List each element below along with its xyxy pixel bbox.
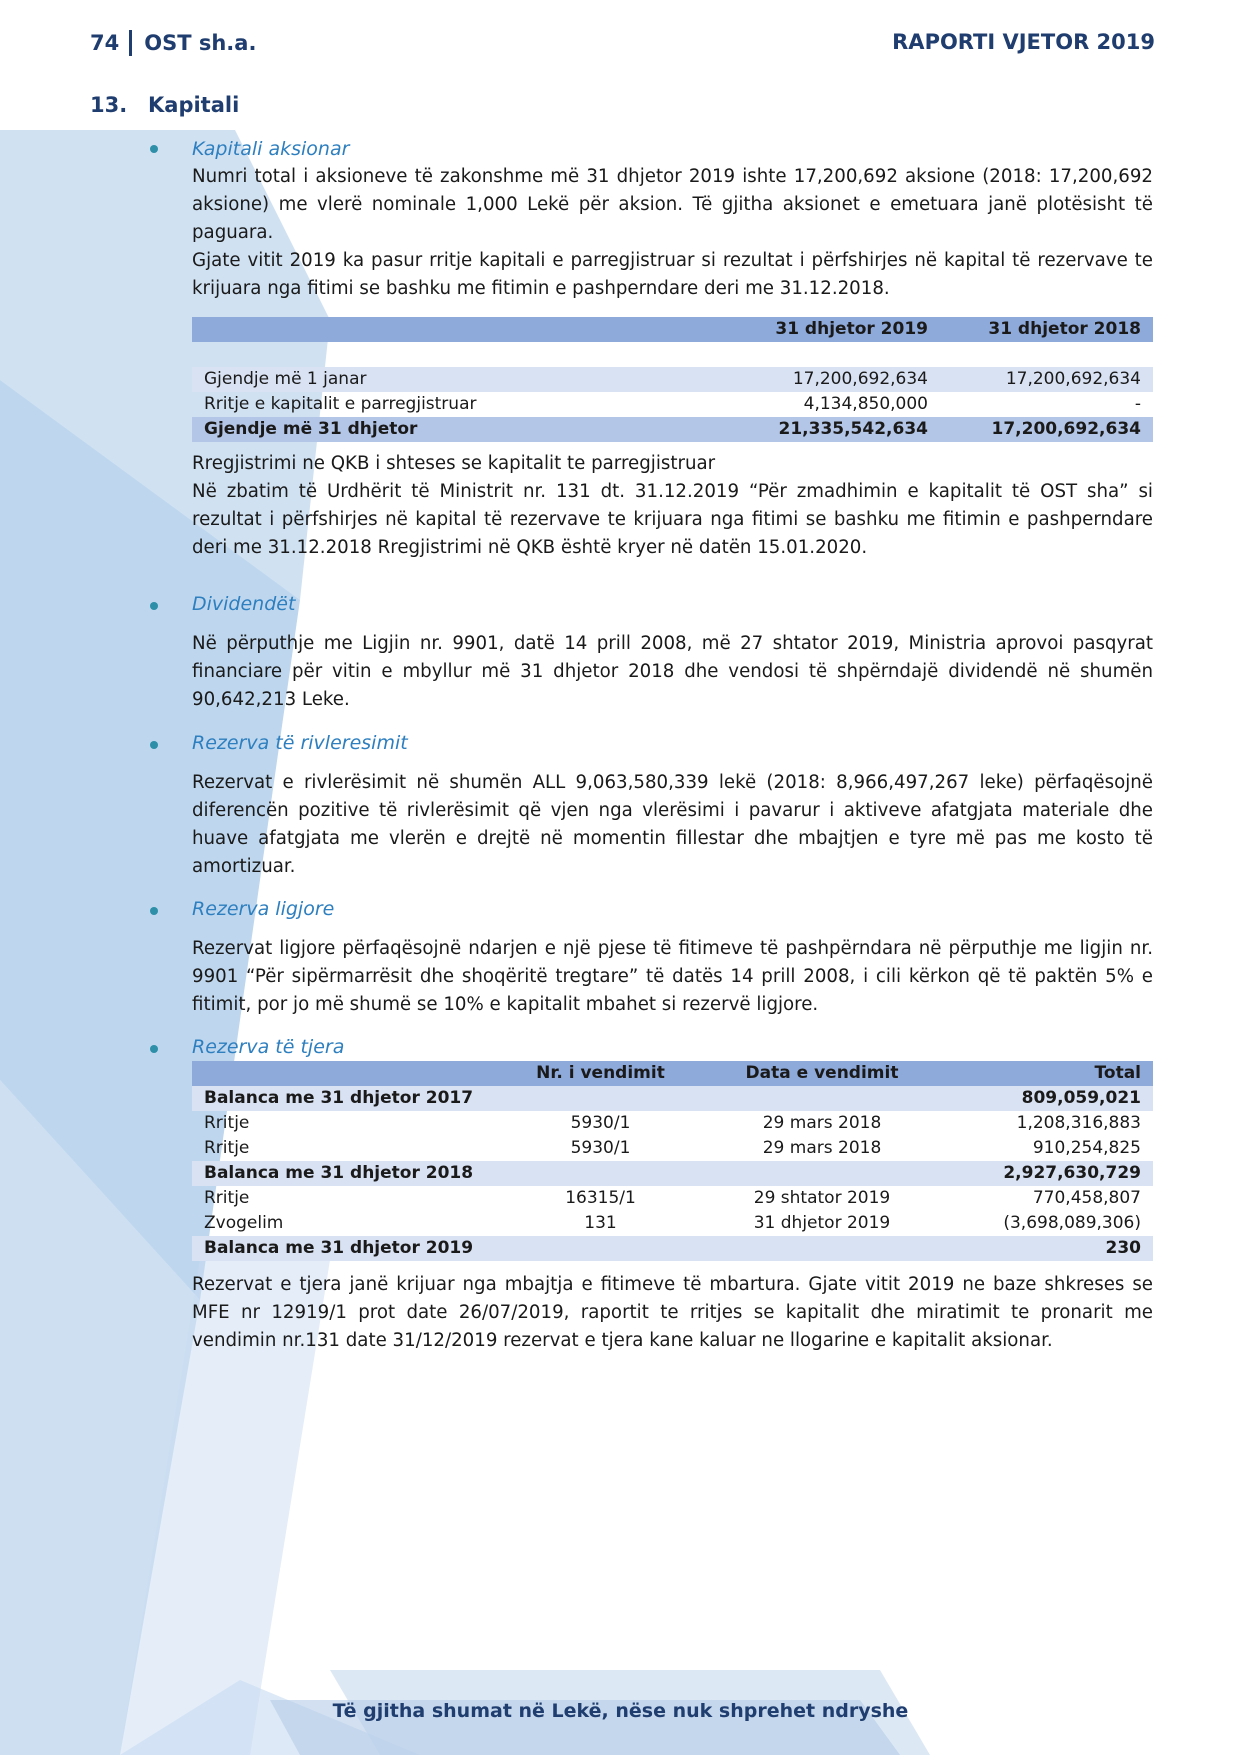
col-total: Total: [939, 1061, 1153, 1086]
ligjore-heading: Rezerva ligjore: [192, 898, 335, 920]
report-title: RAPORTI VJETOR 2019: [892, 30, 1155, 54]
table-row-balance: Balanca me 31 dhjetor 2018 2,927,630,729: [192, 1161, 1153, 1186]
header-left: [90, 30, 256, 56]
kapitali-aksionar-heading: Kapitali aksionar: [192, 138, 350, 160]
table-row-total: Gjendje më 31 dhjetor 21,335,542,634 17,200,692,634: [192, 417, 1153, 442]
kapitali-aksionar-paragraph-4: Në zbatim të Urdhërit të Ministrit nr. 131 dt. 31.12.2019 “Për zmadhimin e kapitalit të OST sha” si rezultat i përfshirjes në kapital të rezervave te krijuara nga fitimi se bashku me fitimin e pashperndare deri me 31.12.2018 Rregjistrimi në QKB është kryer në datën 15.01.2020.: [192, 481, 1153, 558]
bullet-icon: [150, 741, 158, 749]
table-header-row: [192, 1061, 1153, 1086]
dividendet-heading: Dividendët: [192, 593, 296, 615]
tjera-section: [192, 1033, 1153, 1355]
ligjore-paragraph: Rezervat ligjore përfaqësojnë ndarjen e një pjese të fitimeve të pashpërndara në përputhje me ligjin nr. 9901 “Për sipërmarrësit dhe shoqëritë tregtare” të datës 14 prill 2008, i cili kërkon që të paktën 5% e fitimit, por jo më shumë se 10% e kapitalit mbahet si rezervë ligjore.: [192, 938, 1153, 1015]
ligjore-section: [192, 895, 1153, 1019]
tjera-paragraph: Rezervat e tjera janë krijuar nga mbajtja e fitimeve të mbartura. Gjate vitit 2019 ne baze shkreses se MFE nr 12919/1 prot date 26/07/2019, raportit te rritjes se kapitalit dhe miratimit te pronarit me vendimin nr.131 date 31/12/2019 rezervat e tjera kane kaluar ne llogarine e kapitalit aksionar.: [192, 1274, 1153, 1351]
kapitali-table: [192, 317, 1153, 442]
table-row: Zvogelim 131 31 dhjetor 2019 (3,698,089,306): [204, 1213, 1141, 1233]
tjera-heading: Rezerva të tjera: [192, 1036, 345, 1058]
col-nr-vendimit: Nr. i vendimit: [496, 1061, 705, 1086]
rivleresimit-paragraph: Rezervat e rivlerësimit në shumën ALL 9,063,580,339 lekë (2018: 8,966,497,267 leke) përfaqësojnë diferencën pozitive të rivlerësimit që vjen nga vlerësimi i pavarur i aktiveve afatgjata materiale dhe huave afatgjata me vlerën e drejtë në momentin fillestar dhe mbajtjen e tyre më pas me kosto të amortizuar.: [192, 772, 1153, 877]
table-row: Rritje 5930/1 29 mars 2018 1,208,316,883: [204, 1113, 1141, 1133]
bullet-icon: [150, 145, 158, 153]
kapitali-aksionar-paragraph-3: Rregjistrimi ne QKB i shteses se kapitalit te parregjistruar: [192, 453, 716, 474]
rivleresimit-heading: Rezerva të rivleresimit: [192, 732, 408, 754]
page-number: 74: [90, 31, 120, 55]
table-row: Gjendje më 1 janar 17,200,692,634 17,200,692,634: [192, 367, 1153, 392]
kapitali-aksionar-paragraph-1: Numri total i aksioneve të zakonshme më 31 dhjetor 2019 ishte 17,200,692 aksione (2018: 17,200,692 aksione) me vlerë nominale 1,000 Lekë për aksion. Të gjitha aksionet e emetuara janë plotësisht të paguara.: [192, 166, 1153, 243]
table-header-row: [192, 317, 1153, 342]
table-row-balance: Balanca me 31 dhjetor 2017 809,059,021: [192, 1086, 1153, 1111]
bullet-icon: [150, 907, 158, 915]
rezerva-tjera-table: [192, 1061, 1153, 1261]
footer-note: Të gjitha shumat në Lekë, nëse nuk shprehet ndryshe: [332, 1700, 909, 1722]
section-name: Kapitali: [148, 93, 240, 117]
table-row: Rritje 5930/1 29 mars 2018 910,254,825: [204, 1138, 1141, 1158]
col-2018: 31 dhjetor 2018: [940, 317, 1153, 342]
bullet-icon: [150, 602, 158, 610]
company-name: OST sh.a.: [144, 31, 257, 55]
table-row: Rritje e kapitalit e parregjistruar 4,134,850,000 -: [204, 394, 1141, 414]
col-data-vendimit: Data e vendimit: [705, 1061, 939, 1086]
dividendet-section: [192, 590, 1153, 714]
header-divider: [129, 30, 132, 56]
kapitali-aksionar-paragraph-2: Gjate vitit 2019 ka pasur rritje kapitali e parregjistruar si rezultat i përfshirjes në kapital të rezervave te krijuara nga fitimi se bashku me fitimin e pashperndare deri me 31.12.2018.: [192, 250, 1153, 299]
kapitali-aksionar-section: [192, 135, 1153, 562]
dividendet-paragraph: Në përputhje me Ligjin nr. 9901, datë 14 prill 2008, më 27 shtator 2019, Ministria aprovoi pasqyrat financiare për vitin e mbyllur më 31 dhjetor 2018 dhe vendosi të shpërndajë dividendë në shumën 90,642,213 Leke.: [192, 633, 1153, 710]
rivleresimit-section: [192, 729, 1153, 881]
table-row-balance: Balanca me 31 dhjetor 2019 230: [192, 1236, 1153, 1261]
section-number: 13.: [90, 93, 128, 117]
col-2019: 31 dhjetor 2019: [706, 317, 940, 342]
table-row: Rritje 16315/1 29 shtator 2019 770,458,807: [204, 1188, 1141, 1208]
section-title: [90, 93, 239, 117]
bullet-icon: [150, 1045, 158, 1053]
